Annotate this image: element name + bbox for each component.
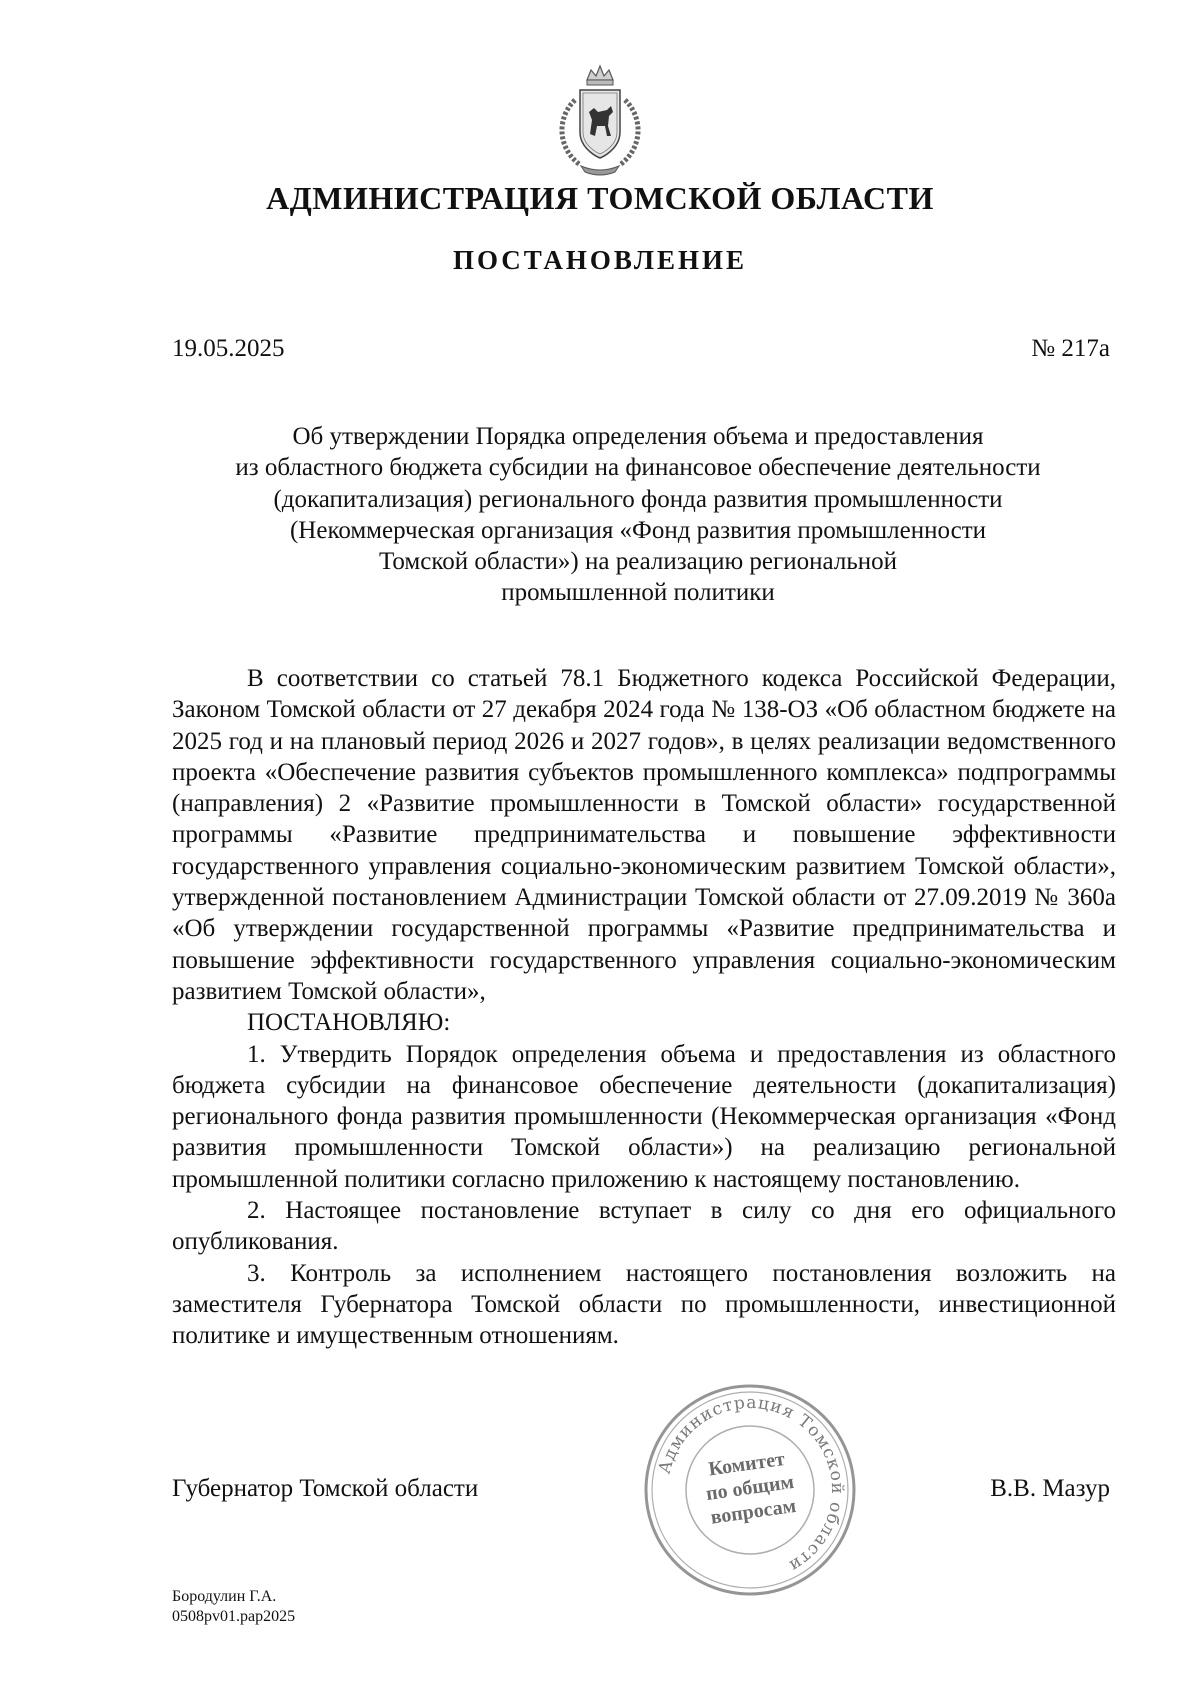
stamp-line: по общим <box>704 1470 796 1506</box>
signatory-role: Губернатор Томской области <box>172 1475 479 1502</box>
document-body <box>172 663 1116 1352</box>
title-line: Томской области») на реализацию региональной <box>379 548 897 576</box>
stamp-line: Комитет <box>707 1447 787 1481</box>
decree-item: 3. Контроль за исполнением настоящего постановления возложить на заместителя Губернатора Томской области по промышленности, инвестиционной политике и имущественным отношениям. <box>172 1259 1116 1350</box>
decree-item: 1. Утвердить Порядок определения объема и предоставления из областного бюджета субсидии на финансовое обеспечение деятельности (докапитализация) регионального фонда развития промышленности (Некоммерческая организация «Фонд развития промышленности Томской области») на реализацию региональной промышленной политики согласно приложению к настоящему постановлению. <box>172 1040 1116 1193</box>
organization-name: АДМИНИСТРАЦИЯ ТОМСКОЙ ОБЛАСТИ <box>266 180 934 216</box>
decree-word: ПОСТАНОВЛЯЮ: <box>247 1009 451 1037</box>
stamp-ring-text: Администрация Томской области <box>654 1392 848 1577</box>
title-line: из областного бюджета субсидии на финансовое обеспечение деятельности <box>235 454 1041 482</box>
title-line: (докапитализация) регионального фонда развития промышленности <box>273 485 1003 513</box>
document-number: № 217а <box>1031 335 1110 362</box>
file-code: 0508рv01.рар2025 <box>172 1608 296 1625</box>
decree-item: 2. Настоящее постановление вступает в силу со дня его официального опубликования. <box>172 1197 1116 1256</box>
document-footer <box>172 1587 295 1627</box>
title-line: Об утверждении Порядка определения объема и предоставления <box>292 423 984 450</box>
document-date: 19.05.2025 <box>172 335 285 362</box>
signatory-name: В.В. Мазур <box>990 1475 1110 1502</box>
title-line: (Некоммерческая организация «Фонд развития промышленности <box>289 516 986 544</box>
coat-of-arms-icon <box>545 62 655 180</box>
document-title <box>200 421 1076 609</box>
title-line: промышленной политики <box>501 579 775 607</box>
executor-name: Бородулин Г.А. <box>172 1588 277 1605</box>
stamp-line: вопросам <box>709 1494 798 1529</box>
document-type: ПОСТАНОВЛЕНИЕ <box>452 245 748 275</box>
preamble-paragraph: В соответствии со статьей 78.1 Бюджетного кодекса Российской Федерации, Законом Томской области от 27 декабря 2024 года № 138-ОЗ «Об областном бюджете на 2025 год и на плановый период 2026 и 2027 годов», в целях реализации ведомственного проекта «Обеспечение развития субъектов промышленного комплекса» подпрограммы (направления) 2 «Развитие промышленности в Томской области» государственной программы «Развитие предпринимательства и повышение эффективности государственного управления социально-экономическим развитием Томской области», утвержденной постановлением Администрации Томской области от 27.09.2019 № 360а «Об утверждении государственной программы «Развитие предпринимательства и повышение эффективности государственного управления социально-экономическим развитием Томской области», <box>172 665 1116 1005</box>
